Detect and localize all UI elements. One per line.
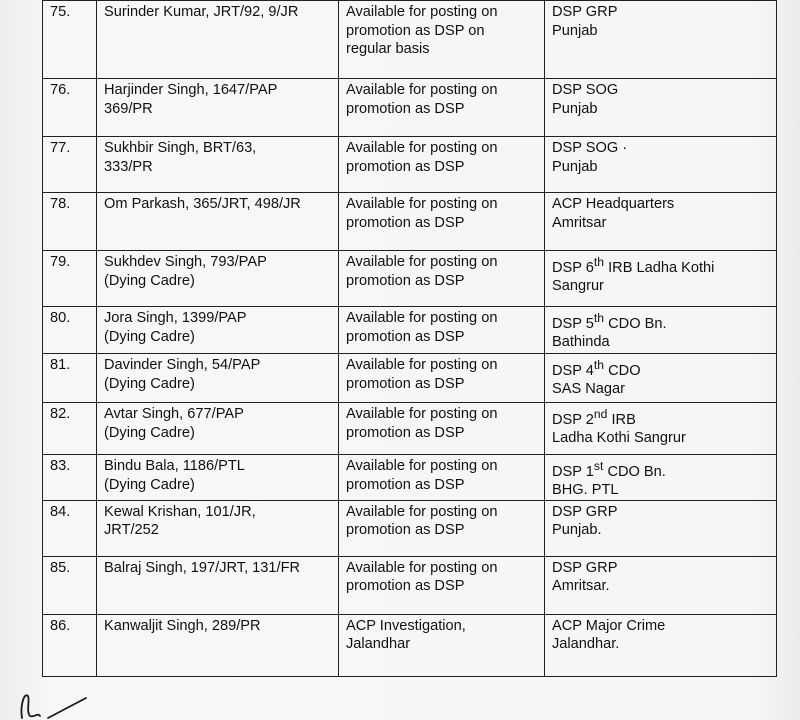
present-posting: Available for posting on promotion as DSP bbox=[339, 500, 545, 556]
serial-number: 85. bbox=[43, 556, 97, 614]
officer-name bbox=[97, 403, 339, 455]
table-row bbox=[43, 1, 777, 79]
table-row bbox=[43, 251, 777, 307]
table-row bbox=[43, 455, 777, 501]
present-posting: Available for posting on promotion as DSP bbox=[339, 79, 545, 137]
present-posting: Available for posting on promotion as DSP bbox=[339, 193, 545, 251]
officer-name bbox=[97, 556, 339, 614]
table-row bbox=[43, 403, 777, 455]
officer-name-line2: 369/PR bbox=[104, 100, 153, 117]
proposed-posting: DSP GRP Punjab. bbox=[545, 500, 777, 556]
officer-name-line1: Om Parkash, 365/JRT, 498/JR bbox=[104, 196, 301, 212]
proposed-posting: DSP SOG · Punjab bbox=[545, 137, 777, 193]
serial-number: 82. bbox=[43, 403, 97, 455]
officer-name-line2: (Dying Cadre) bbox=[104, 476, 195, 493]
officer-name bbox=[97, 307, 339, 354]
officer-name-line1: Bindu Bala, 1186/PTL bbox=[104, 458, 245, 474]
serial-number: 77. bbox=[43, 137, 97, 193]
officer-name-line2: (Dying Cadre) bbox=[104, 272, 195, 289]
proposed-posting: DSP 5th CDO Bn. Bathinda bbox=[545, 307, 777, 354]
officer-name bbox=[97, 251, 339, 307]
serial-number: 80. bbox=[43, 307, 97, 354]
officer-name-line1: Kewal Krishan, 101/JR, bbox=[104, 503, 256, 520]
present-posting: Available for posting on promotion as DSP on regular basis bbox=[339, 1, 545, 79]
proposed-posting: DSP 2nd IRB Ladha Kothi Sangrur bbox=[545, 403, 777, 455]
officer-name-line2: 333/PR bbox=[104, 158, 153, 175]
proposed-posting: ACP Headquarters Amritsar bbox=[545, 193, 777, 251]
officer-name-line1: Balraj Singh, 197/JRT, 131/FR bbox=[104, 559, 301, 576]
officer-name bbox=[97, 1, 339, 79]
serial-number: 81. bbox=[43, 354, 97, 403]
proposed-posting: DSP 1st CDO Bn. BHG. PTL bbox=[545, 455, 777, 501]
proposed-posting: DSP GRP Amritsar. bbox=[545, 556, 777, 614]
posting-table bbox=[42, 0, 777, 677]
officer-name bbox=[97, 614, 339, 676]
posting-table-body bbox=[43, 1, 777, 677]
proposed-posting: DSP SOG Punjab bbox=[545, 79, 777, 137]
officer-name-line1: Jora Singh, 1399/PAP bbox=[104, 310, 247, 326]
table-row bbox=[43, 556, 777, 614]
officer-name-line2: JRT/252 bbox=[104, 522, 159, 539]
proposed-posting: DSP GRP Punjab bbox=[545, 1, 777, 79]
serial-number: 79. bbox=[43, 251, 97, 307]
officer-name-line1: Davinder Singh, 54/PAP bbox=[104, 357, 261, 373]
officer-name bbox=[97, 193, 339, 251]
proposed-posting: ACP Major Crime Jalandhar. bbox=[545, 614, 777, 676]
present-posting: ACP Investigation, Jalandhar bbox=[339, 614, 545, 676]
serial-number: 86. bbox=[43, 614, 97, 676]
present-posting: Available for posting on promotion as DSP bbox=[339, 307, 545, 354]
serial-number: 75. bbox=[43, 1, 97, 79]
officer-name-line1: Sukhbir Singh, BRT/63, bbox=[104, 140, 257, 156]
present-posting: Available for posting on promotion as DSP bbox=[339, 556, 545, 614]
officer-name-line1: Harjinder Singh, 1647/PAP bbox=[104, 82, 278, 98]
table-row bbox=[43, 500, 777, 556]
officer-name-line1: Kanwaljit Singh, 289/PR bbox=[104, 617, 261, 634]
proposed-posting: DSP 6th IRB Ladha Kothi Sangrur bbox=[545, 251, 777, 307]
table-row bbox=[43, 354, 777, 403]
officer-name-line2: (Dying Cadre) bbox=[104, 375, 195, 392]
table-row bbox=[43, 193, 777, 251]
table-row bbox=[43, 79, 777, 137]
officer-name bbox=[97, 137, 339, 193]
officer-name bbox=[97, 500, 339, 556]
serial-number: 84. bbox=[43, 500, 97, 556]
officer-name-line2: (Dying Cadre) bbox=[104, 328, 195, 345]
serial-number: 83. bbox=[43, 455, 97, 501]
present-posting: Available for posting on promotion as DSP bbox=[339, 137, 545, 193]
officer-name-line1: Sukhdev Singh, 793/PAP bbox=[104, 254, 267, 270]
officer-name-line2: (Dying Cadre) bbox=[104, 424, 195, 441]
officer-name bbox=[97, 79, 339, 137]
officer-name-line1: Avtar Singh, 677/PAP bbox=[104, 406, 244, 422]
serial-number: 78. bbox=[43, 193, 97, 251]
serial-number: 76. bbox=[43, 79, 97, 137]
signature-mark bbox=[8, 682, 128, 720]
proposed-posting: DSP 4th CDO SAS Nagar bbox=[545, 354, 777, 403]
present-posting: Available for posting on promotion as DSP bbox=[339, 354, 545, 403]
present-posting: Available for posting on promotion as DSP bbox=[339, 251, 545, 307]
present-posting: Available for posting on promotion as DSP bbox=[339, 403, 545, 455]
officer-name-line1: Surinder Kumar, JRT/92, 9/JR bbox=[104, 4, 299, 20]
officer-name bbox=[97, 455, 339, 501]
table-row bbox=[43, 307, 777, 354]
officer-name bbox=[97, 354, 339, 403]
table-row bbox=[43, 614, 777, 676]
present-posting: Available for posting on promotion as DSP bbox=[339, 455, 545, 501]
table-row bbox=[43, 137, 777, 193]
